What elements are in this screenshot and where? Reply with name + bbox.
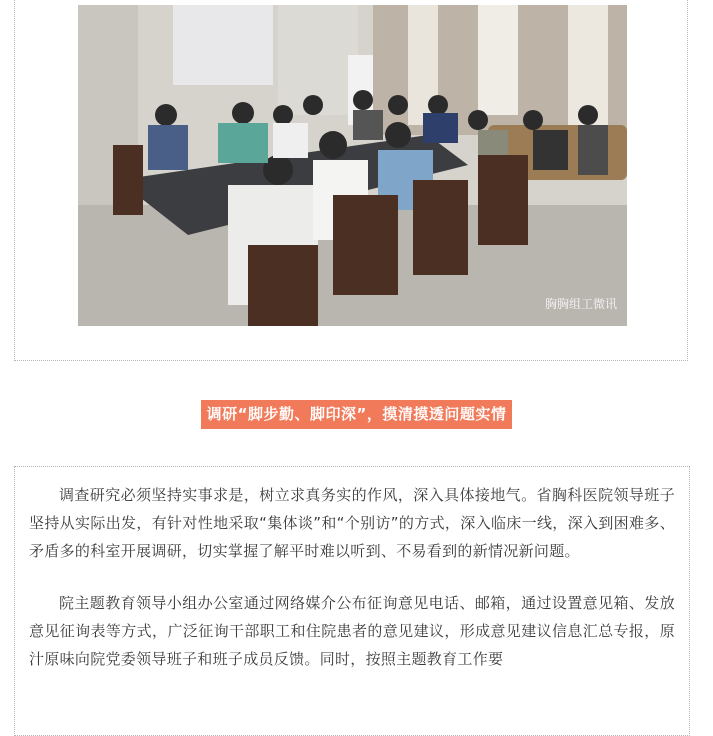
paragraph-1: 调查研究必须坚持实事求是，树立求真务实的作风，深入具体接地气。省胸科医院领导班子坚持从实际出发，有针对性地采取“集体谈”和“个别访”的方式，深入临床一线，深入到困难多、矛盾多的科室开展调研，切实掌握了解平时难以听到、不易看到的新情况新问题。 [29,486,675,560]
photo-watermark: 胸胸组工微讯 [544,297,617,311]
meeting-photo [78,5,627,326]
section-heading: 调研“脚步勤、脚印深”，摸清摸透问题实情 [201,400,513,429]
paragraph-2: 院主题教育领导小组办公室通过网络媒介公布征询意见电话、邮箱，通过设置意见箱、发放意见征询表等方式，广泛征询干部职工和住院患者的意见建议，形成意见建议信息汇总专报，原汁原味向院党委领导班子和班子成员反馈。同时，按照主题教育工作要 [29,594,675,668]
photo-frame [14,0,688,361]
section-heading-wrap [0,400,713,429]
meeting-photo-illustration [78,5,627,326]
article-text-box [14,466,690,736]
